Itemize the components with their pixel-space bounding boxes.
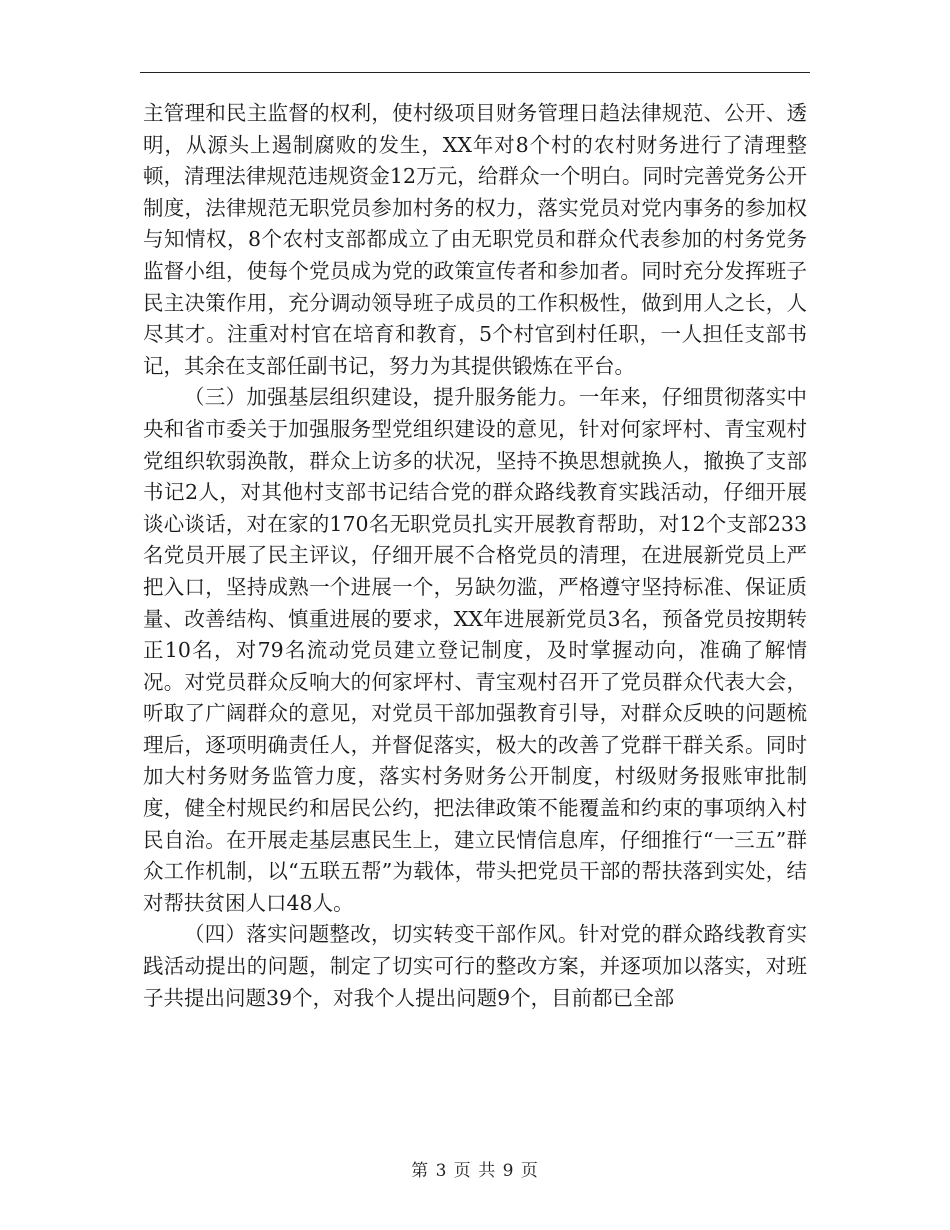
document-body — [143, 98, 807, 1014]
paragraph-2: （三）加强基层组织建设，提升服务能力。一年来，仔细贯彻落实中央和省市委关于加强服务型党组织建设的意见，针对何家坪村、青宝观村党组织软弱涣散，群众上访多的状况，坚持不换思想就换人，撤换了支部书记2人，对其他村支部书记结合党的群众路线教育实践活动，仔细开展谈心谈话，对在家的170名无职党员扎实开展教育帮助，对12个支部233名党员开展了民主评议，仔细开展不合格党员的清理，在进展新党员上严把入口，坚持成熟一个进展一个，另缺勿滥，严格遵守坚持标准、保证质量、改善结构、慎重进展的要求，XX年进展新党员3名，预备党员按期转正10名，对79名流动党员建立登记制度，及时掌握动向，准确了解情况。对党员群众反响大的何家坪村、青宝观村召开了党员群众代表大会，听取了广阔群众的意见，对党员干部加强教育引导，对群众反映的问题梳理后，逐项明确责任人，并督促落实，极大的改善了党群干群关系。同时加大村务财务监管力度，落实村务财务公开制度，村级财务报账审批制度，健全村规民约和居民公约，把法律政策不能覆盖和约束的事项纳入村民自治。在开展走基层惠民生上，建立民情信息库，仔细推行“一三五”群众工作机制，以“五联五帮”为载体，带头把党员干部的帮扶落到实处，结对帮扶贫困人口48人。 — [143, 385, 807, 915]
paragraph-3: （四）落实问题整改，切实转变干部作风。针对党的群众路线教育实践活动提出的问题，制定了切实可行的整改方案，并逐项加以落实，对班子共提出问题39个，对我个人提出问题9个，目前都已全部 — [143, 922, 807, 1010]
header-rule — [140, 72, 810, 73]
page-number: 第 3 页 共 9 页 — [411, 1161, 539, 1181]
paragraph-1: 主管理和民主监督的权利，使村级项目财务管理日趋法律规范、公开、透明，从源头上遏制腐败的发生，XX年对8个村的农村财务进行了清理整顿，清理法律规范违规资金12万元，给群众一个明白。同时完善党务公开制度，法律规范无职党员参加村务的权力，落实党员对党内事务的参加权与知情权，8个农村支部都成立了由无职党员和群众代表参加的村务党务监督小组，使每个党员成为党的政策宣传者和参加者。同时充分发挥班子民主决策作用，充分调动领导班子成员的工作积极性，做到用人之长，人尽其才。注重对村官在培育和教育，5个村官到村任职，一人担任支部书记，其余在支部任副书记，努力为其提供锻炼在平台。 — [143, 101, 807, 378]
